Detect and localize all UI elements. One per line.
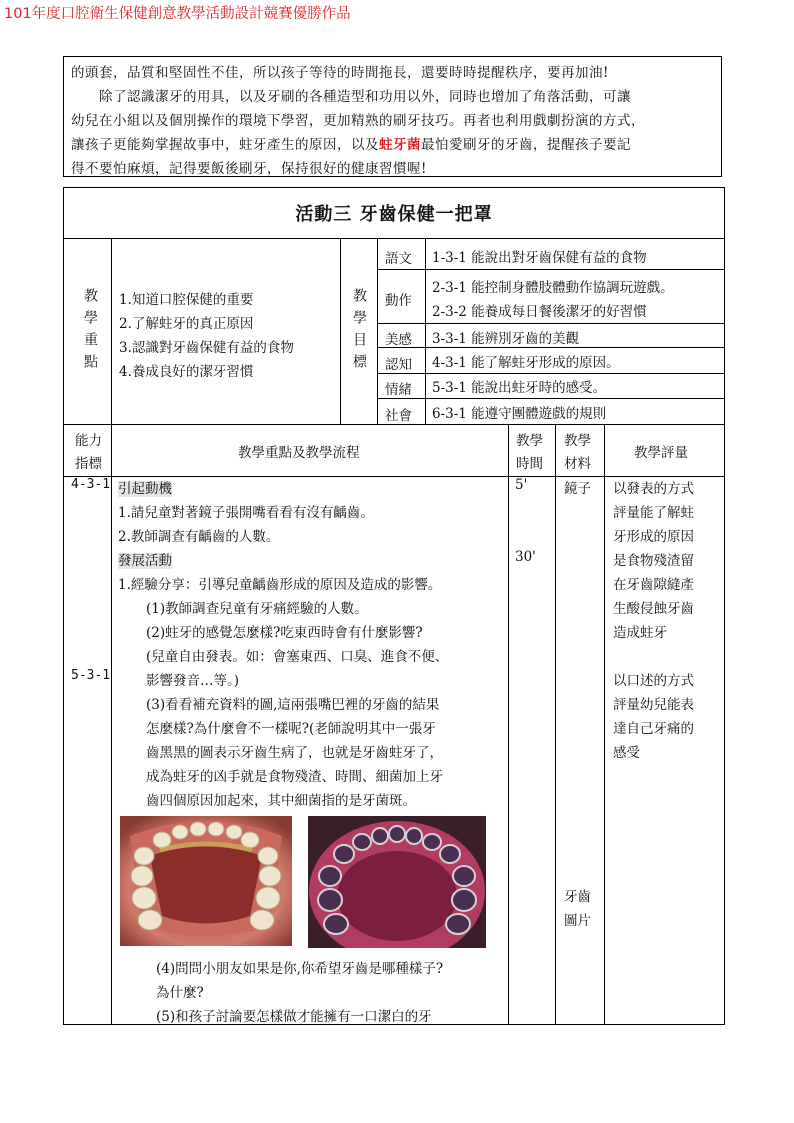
flow-line: 1.請兒童對著鏡子張開嘴看看有沒有齲齒。: [118, 505, 374, 521]
intro-box: [63, 56, 722, 177]
eval-line: 以口述的方式: [613, 673, 694, 689]
intro-line: 得不要怕麻煩，記得要飯後刷牙，保持很好的健康習慣喔!: [71, 161, 427, 177]
decayed-teeth-photo: [308, 816, 486, 948]
eval-line: 感受: [613, 745, 640, 761]
eval-line: 生酸侵蝕牙齒: [613, 601, 694, 617]
flow-line: (2)蛀牙的感覺怎麼樣?吃東西時會有什麼影響?: [146, 625, 423, 641]
intro-line: 除了認識潔牙的用具，以及牙刷的各種造型和功用以外，同時也增加了角落活動，可讓: [99, 89, 631, 105]
material-photos: 牙齒: [564, 889, 591, 905]
time-value: 5': [515, 477, 528, 493]
flow-line: (5)和孩子討論要怎樣做才能擁有一口潔白的牙: [156, 1009, 432, 1025]
goal-domain: 社會: [385, 408, 412, 424]
flow-line: 齒四個原因加起來，其中細菌指的是牙菌斑。: [146, 793, 416, 809]
goal-domain: 美感: [385, 332, 412, 348]
flow-line: 2.教師調查有齲齒的人數。: [118, 529, 280, 545]
goal-item: 6-3-1 能遵守團體遊戲的規則: [432, 406, 607, 422]
intro-line: 的頭套，品質和堅固性不佳，所以孩子等待的時間拖長，還要時時提醒秩序，要再加油!: [71, 65, 609, 81]
eval-line: 在牙齒隙縫產: [613, 577, 694, 593]
eval-line: 造成蛀牙: [613, 625, 667, 641]
header-ability: 能力: [75, 433, 102, 449]
header-material: 教學: [564, 433, 591, 449]
focus-item: 4.養成良好的潔牙習慣: [119, 364, 254, 380]
flow-line: (4)問問小朋友如果是你,你希望牙齒是哪種樣子?: [156, 961, 444, 977]
activity-title: 活動三 牙齒保健一把罩: [295, 204, 493, 225]
flow-line: (兒童自由發表。如：會塞東西、口臭、進食不便、: [146, 649, 449, 665]
healthy-teeth-photo: [120, 816, 292, 946]
header-material: 材料: [564, 456, 591, 472]
goal-domain: 情緒: [385, 382, 412, 398]
intro-line: [71, 133, 714, 157]
eval-line: 評量幼兒能表: [613, 697, 694, 713]
header-flow: 教學重點及教學流程: [238, 445, 360, 461]
focus-item: 2.了解蛀牙的真正原因: [119, 316, 254, 332]
eval-line: 牙形成的原因: [613, 529, 694, 545]
goal-item: 2-3-1 能控制身體肢體動作協調玩遊戲。: [432, 280, 674, 296]
flow-line: (1)教師調查兒童有牙痛經驗的人數。: [146, 601, 368, 617]
goal-domain: 認知: [385, 357, 412, 373]
header-time: 時間: [516, 456, 543, 472]
lesson-plan-table: [63, 187, 725, 1025]
highlight-term: 蛀牙菌: [379, 137, 421, 153]
intro-text: 最怕愛刷牙的牙齒，提醒孩子要記: [421, 137, 631, 153]
header-time: 教學: [516, 433, 543, 449]
intro-line: 幼兒在小組以及個別操作的環境下學習，更加精熟的刷牙技巧。再者也利用戲劇扮演的方式，: [71, 113, 645, 129]
eval-line: 以發表的方式: [613, 481, 694, 497]
header-ability: 指標: [75, 456, 102, 472]
eval-line: 評量能了解蛀: [613, 505, 694, 521]
material-mirror: 鏡子: [564, 481, 591, 497]
goal-item: 2-3-2 能養成每日餐後潔牙的好習慣: [432, 304, 647, 320]
ability-indicator: 4-3-1: [71, 477, 111, 492]
eval-line: 達自己牙痛的: [613, 721, 694, 737]
goal-item: 1-3-1 能說出對牙齒保健有益的食物: [432, 250, 647, 266]
goal-item: 5-3-1 能說出蛀牙時的感受。: [432, 380, 607, 396]
goal-label: 教學目標: [351, 288, 367, 376]
focus-item: 1.知道口腔保健的重要: [119, 292, 254, 308]
section-heading: 發展活動: [118, 553, 172, 569]
focus-item: 3.認識對牙齒保健有益的食物: [119, 340, 294, 356]
goal-domain: 語文: [385, 251, 412, 267]
ability-indicator: 5-3-1: [71, 668, 111, 683]
eval-line: 是食物殘渣留: [613, 553, 694, 569]
flow-line: 影響發音…等。): [146, 673, 240, 689]
focus-label: 教學重點: [82, 288, 98, 376]
flow-line: 齒黑黑的圖表示牙齒生病了，也就是牙齒蛀牙了，: [146, 745, 443, 761]
flow-line: 為什麼?: [156, 985, 204, 1001]
header-eval: 教學評量: [634, 445, 688, 461]
time-value: 30': [515, 549, 536, 565]
flow-line: 1.經驗分享：引導兒童齲齒形成的原因及造成的影響。: [118, 577, 442, 593]
goal-item: 4-3-1 能了解蛀牙形成的原因。: [432, 355, 620, 371]
flow-line: 成為蛀牙的凶手就是食物殘渣、時間、細菌加上牙: [146, 769, 443, 785]
goal-item: 3-3-1 能辨別牙齒的美觀: [432, 331, 580, 347]
goal-domain: 動作: [385, 293, 412, 309]
flow-line: (3)看看補充資料的圖,這兩張嘴巴裡的牙齒的結果: [146, 697, 440, 713]
material-photos: 圖片: [564, 913, 591, 929]
document-header: 101年度口腔衛生保健創意教學活動設計競賽優勝作品: [4, 6, 351, 22]
intro-text: 讓孩子更能夠掌握故事中，蛀牙產生的原因，以及: [71, 137, 379, 153]
section-heading: 引起動機: [118, 481, 172, 497]
flow-line: 怎麼樣?為什麼會不一樣呢?(老師說明其中一張牙: [146, 721, 436, 737]
